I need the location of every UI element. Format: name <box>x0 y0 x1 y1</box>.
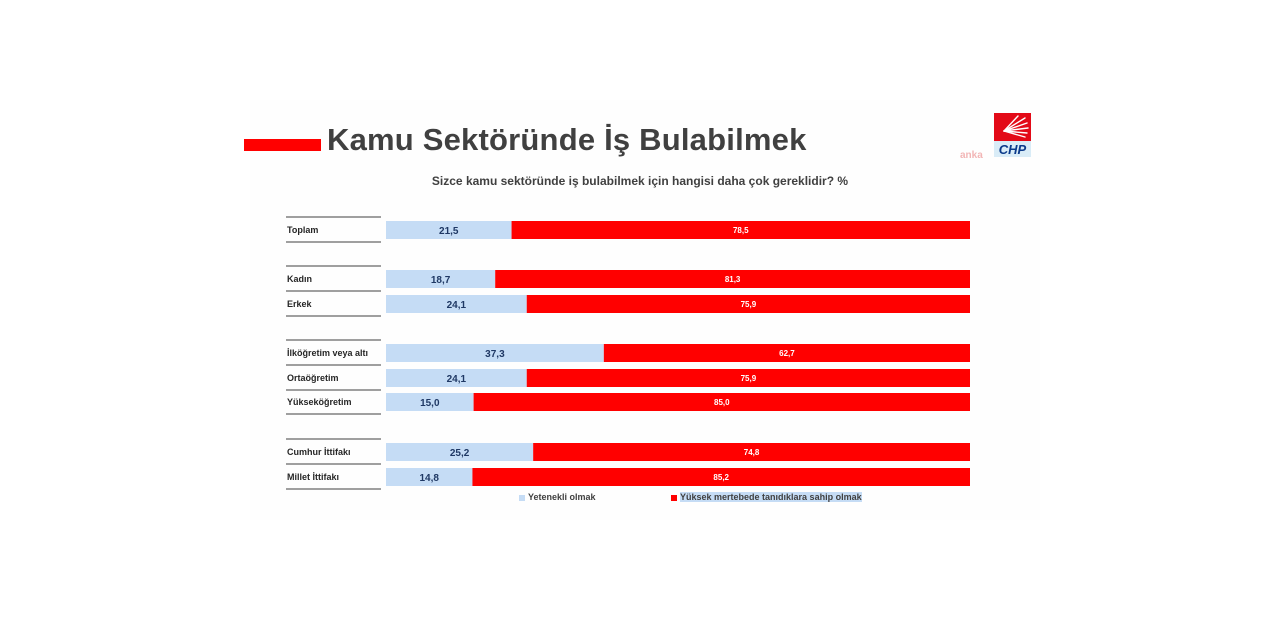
data-label-blue: 18,7 <box>430 275 451 286</box>
legend-label-blue: Yetenekli olmak <box>528 492 596 502</box>
data-label-blue: 15,0 <box>420 398 440 409</box>
data-label-red: 85,2 <box>713 473 730 482</box>
chart-subtitle: Sizce kamu sektöründe iş bulabilmek için hangisi daha çok gereklidir? % <box>431 174 849 188</box>
legend-item-red <box>671 492 862 502</box>
data-label-red: 75,9 <box>740 300 757 309</box>
data-label-red: 62,7 <box>779 349 795 358</box>
legend-swatch-blue <box>519 495 525 501</box>
source-watermark: anka <box>960 150 983 161</box>
legend-item-blue <box>519 492 596 502</box>
page-title: Kamu Sektöründe İş Bulabilmek <box>327 122 807 157</box>
data-label-blue: 25,2 <box>449 448 470 459</box>
data-label-red: 75,9 <box>740 374 757 383</box>
row-label: Ortaöğretim <box>287 373 339 383</box>
row-label: Kadın <box>287 274 313 284</box>
data-label-blue: 24,1 <box>446 300 467 311</box>
row-label: İlköğretim veya altı <box>287 348 369 358</box>
row-label: Toplam <box>287 225 319 235</box>
data-label-blue: 24,1 <box>446 374 467 385</box>
chp-logo-text: CHP <box>998 142 1027 157</box>
chart-legend <box>0 492 1280 508</box>
data-label-red: 74,8 <box>743 448 760 457</box>
row-label: Erkek <box>287 299 312 309</box>
row-label: Cumhur İttifakı <box>287 447 351 457</box>
data-label-blue: 14,8 <box>419 473 439 484</box>
data-label-red: 78,5 <box>732 226 749 235</box>
legend-label-red: Yüksek mertebede tanıdıklara sahip olmak <box>680 492 862 502</box>
row-label: Yükseköğretim <box>287 397 352 407</box>
data-label-blue: 37,3 <box>485 349 505 360</box>
data-label-red: 81,3 <box>724 275 741 284</box>
data-label-blue: 21,5 <box>439 226 459 237</box>
legend-swatch-red <box>671 495 677 501</box>
data-label-red: 85,0 <box>714 398 730 407</box>
row-label: Millet İttifakı <box>287 472 340 482</box>
